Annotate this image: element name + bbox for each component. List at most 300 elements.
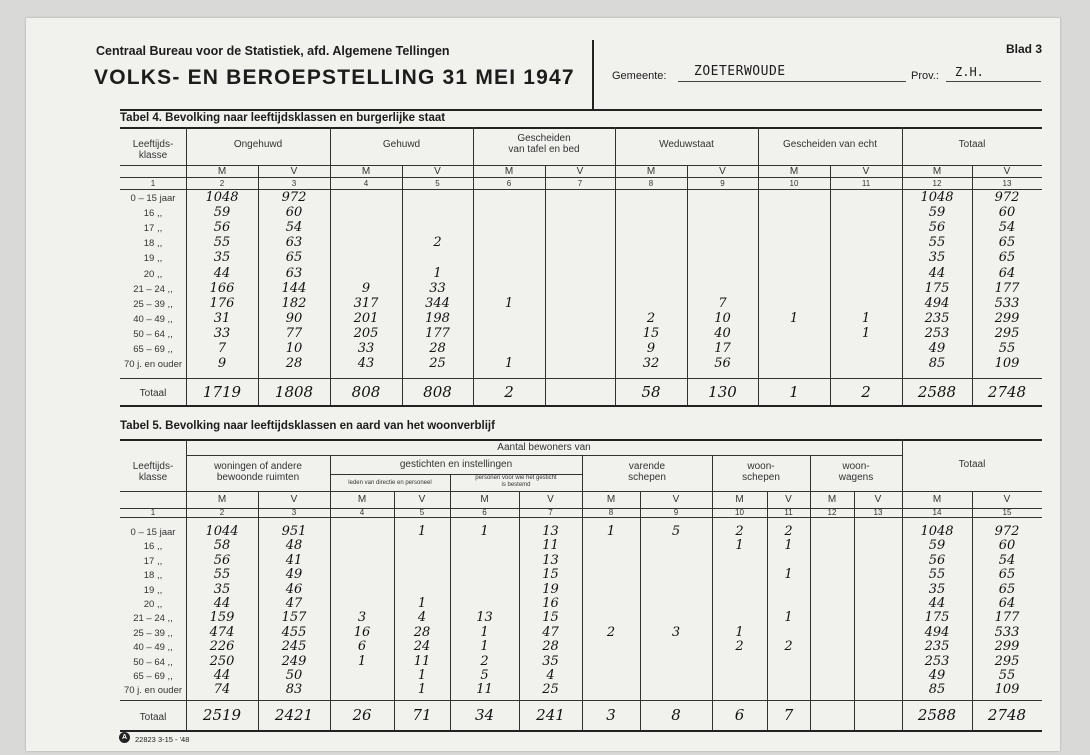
t4-cell: 90	[285, 310, 303, 326]
t4-col-number: 8	[648, 179, 654, 188]
t4-cell: 31	[213, 310, 231, 326]
t4-cell: 201	[353, 310, 379, 326]
t5-aantal-header: Aantal bewoners van	[497, 442, 591, 453]
t5-total-cell: 26	[352, 706, 372, 724]
t5-cell: 159	[209, 610, 235, 626]
printer-logo: A	[119, 732, 130, 743]
t4-sub-header: M	[932, 166, 942, 177]
t4-cell: 533	[994, 295, 1020, 311]
gemeente-value: ZOETERWOUDE	[694, 64, 786, 79]
t5-bottom-rule	[120, 730, 1042, 732]
t4-cell: 1	[504, 295, 514, 311]
t5-cell: 3	[671, 624, 681, 640]
t4-cell: 63	[285, 265, 303, 281]
t4-cell: 54	[285, 220, 303, 236]
t4-col-number: 1	[150, 179, 156, 188]
t5-cell: 56	[213, 552, 231, 568]
t4-cell: 65	[285, 250, 303, 266]
t4-age-label: 17 ,,	[143, 223, 163, 235]
t4-sub-header: V	[434, 166, 441, 177]
t5-cell: 49	[928, 668, 946, 683]
t4-cell: 55	[213, 235, 231, 251]
t4-cell: 55	[998, 341, 1016, 356]
t4-cell: 253	[924, 325, 950, 341]
t5-cell: 47	[285, 596, 303, 611]
t5-cell: 3	[357, 610, 367, 626]
t5-total-cell: 2588	[917, 706, 957, 724]
t4-cell: 65	[998, 250, 1016, 266]
t5-cell: 177	[994, 610, 1020, 626]
t4-col-number: 2	[219, 179, 225, 188]
t5-sub-header: M	[480, 494, 489, 505]
t5-cell: 44	[213, 596, 231, 611]
t5-cell: 16	[542, 596, 559, 611]
t5-cell: 25	[542, 682, 559, 698]
t5-cell: 253	[924, 653, 950, 669]
t4-cell: 35	[928, 250, 946, 266]
t5-col-number: 2	[219, 508, 225, 517]
t5-col-number: 14	[932, 508, 942, 517]
t5-col-number: 3	[291, 508, 297, 517]
t4-cell: 299	[994, 310, 1020, 326]
t4-sub-header: M	[646, 166, 656, 177]
t4-cell: 344	[425, 295, 450, 311]
t4-total-cell: 58	[641, 383, 661, 401]
t5-total-cell: 3	[606, 706, 616, 724]
t4-group-header: Ongehuwd	[233, 139, 283, 150]
t4-cell: 1	[433, 265, 442, 281]
t5-cell: 11	[542, 538, 559, 554]
table5-title: Tabel 5. Bevolking naar leeftijdsklassen en aard van het woonverblijf	[120, 420, 495, 432]
t4-col-divider	[830, 165, 831, 405]
t4-cell: 176	[209, 295, 235, 311]
t4-cell: 77	[285, 325, 303, 341]
t5-col-number: 11	[784, 508, 793, 517]
t4-group-header: Totaal	[958, 139, 986, 150]
t5-sub-header: V	[290, 494, 298, 505]
t5-total-cell: 8	[671, 706, 681, 724]
t5-cell: 2	[606, 624, 616, 640]
t5-gestichten-sub: personen voor wie het gesticht is bestemd	[475, 475, 557, 488]
t5-cell: 1	[735, 538, 744, 554]
t4-col-number: 7	[577, 179, 583, 188]
t5-cell: 74	[213, 682, 231, 698]
t4-cell: 9	[361, 280, 371, 296]
t5-col-number: 10	[735, 508, 744, 517]
t5-cell: 1	[417, 682, 427, 698]
t4-cell: 177	[994, 280, 1020, 296]
t4-cell: 25	[429, 356, 446, 372]
bureau-heading: Centraal Bureau voor de Statistiek, afd. Algemene Tellingen	[96, 44, 450, 58]
t4-sub-header: V	[862, 166, 870, 177]
t4-age-label: 50 – 64 ,,	[133, 328, 173, 340]
t4-age-label: 19 ,,	[143, 253, 163, 265]
t5-col-number: 6	[482, 508, 487, 517]
t5-cell: 85	[928, 682, 946, 698]
t4-cell: 972	[994, 190, 1020, 205]
t5-col-number: 5	[419, 508, 425, 517]
t5-cell: 55	[928, 567, 946, 583]
t4-cell: 59	[928, 205, 946, 221]
t5-cell: 1	[784, 610, 793, 626]
t5-cell: 6	[357, 639, 367, 655]
t4-cell: 494	[924, 295, 950, 311]
t5-cell: 50	[285, 668, 303, 683]
t4-cell: 33	[357, 341, 375, 356]
t5-col-number: 4	[359, 508, 365, 517]
t4-cell: 1048	[205, 190, 239, 205]
t5-cell: 35	[542, 653, 559, 669]
t5-cell: 295	[994, 653, 1020, 669]
t4-cell: 182	[281, 295, 307, 311]
t5-cell: 64	[998, 596, 1016, 611]
print-code: 22823 3-15 - '48	[135, 735, 190, 744]
t5-cell: 65	[998, 567, 1016, 583]
t4-col-number: 10	[789, 179, 799, 188]
t4-total-cell: 2748	[987, 383, 1027, 401]
t5-cell: 15	[542, 610, 559, 626]
t4-cell: 43	[357, 356, 375, 372]
t5-cell: 44	[928, 596, 946, 611]
t4-cell: 972	[281, 190, 307, 205]
t4-cell: 28	[429, 341, 446, 356]
t4-total-cell: 1719	[202, 383, 242, 401]
t4-group-header: Gescheiden van tafel en bed	[508, 133, 580, 155]
t5-col-number: 8	[608, 508, 614, 517]
t5-sub-header: V	[672, 494, 680, 505]
t4-cell: 109	[994, 356, 1020, 372]
t5-cell: 54	[998, 552, 1016, 568]
t5-sub-header: V	[418, 494, 426, 505]
t4-cell: 33	[213, 325, 231, 341]
t4-cell: 56	[928, 220, 946, 236]
t4-group-header: Gescheiden van echt	[783, 139, 877, 150]
t5-age-label: 17 ,,	[143, 555, 163, 567]
t4-sub-header: V	[719, 166, 726, 177]
t5-cell: 55	[213, 567, 231, 583]
t4-age-label: 25 – 39 ,,	[133, 298, 173, 310]
t4-age-label: 16 ,,	[143, 208, 163, 220]
t5-cell: 65	[998, 581, 1016, 597]
t5-cell: 109	[994, 682, 1020, 698]
t4-cell: 10	[714, 310, 731, 326]
t5-group-header: varende schepen	[628, 461, 666, 483]
t5-cell: 15	[542, 567, 559, 583]
t5-cell: 1	[417, 668, 427, 683]
t4-cell: 175	[924, 280, 950, 296]
t4-total-cell: 808	[351, 383, 381, 401]
t5-cell: 4	[546, 668, 555, 683]
t4-age-label: 20 ,,	[143, 268, 163, 280]
t5-col-number: 13	[873, 508, 883, 517]
t5-sub-header: V	[785, 494, 792, 505]
t4-cell: 295	[994, 325, 1020, 341]
t5-group-header: woningen of andere bewoonde ruimten	[214, 461, 302, 483]
t5-col-number: 1	[150, 508, 156, 517]
t4-cell: 1	[789, 310, 799, 326]
province-label: Prov.:	[911, 70, 939, 82]
t5-cell: 2	[735, 639, 744, 655]
t5-age-header: Leeftijds- klasse	[132, 461, 174, 483]
t5-cell: 533	[994, 624, 1020, 640]
t5-cell: 41	[285, 552, 303, 568]
t4-col-divider	[545, 165, 546, 405]
t5-total-cell: 241	[536, 706, 565, 724]
t5-cell: 455	[281, 624, 307, 640]
t5-cell: 19	[542, 581, 559, 597]
t5-sub-header: M	[932, 494, 942, 505]
t5-age-label: 50 – 64 ,,	[133, 656, 173, 668]
gemeente-line	[678, 81, 906, 82]
t5-cell: 1048	[920, 524, 954, 539]
t4-cell: 56	[714, 356, 731, 372]
t4-total-cell: 1808	[274, 383, 314, 401]
t5-cell: 2	[480, 653, 489, 669]
t4-cell: 9	[646, 341, 656, 356]
t4-col-number: 3	[291, 179, 297, 188]
t5-cell: 157	[281, 610, 307, 626]
t5-cell: 5	[671, 524, 681, 539]
t5-cell: 2	[735, 524, 744, 539]
t4-cell: 65	[998, 235, 1016, 251]
t4-sub-header: M	[361, 166, 371, 177]
t5-total-cell: 34	[474, 706, 495, 724]
t4-cell: 1048	[920, 190, 954, 205]
t4-cell: 177	[425, 325, 450, 341]
t5-cell: 47	[542, 624, 559, 640]
t5-age-label: 70 j. en ouder	[123, 685, 183, 697]
t4-col-number: 12	[932, 179, 942, 188]
t5-total-cell: 2748	[987, 706, 1027, 724]
t5-cell: 250	[209, 653, 235, 669]
t5-cell: 1	[480, 524, 489, 539]
t5-cell: 11	[476, 682, 493, 698]
t5-cell: 1	[417, 596, 427, 611]
t4-cell: 1	[861, 310, 871, 326]
table4-title: Tabel 4. Bevolking naar leeftijdsklassen en burgerlijke staat	[120, 112, 446, 124]
t5-cell: 1	[417, 524, 427, 539]
t4-cell: 9	[217, 356, 227, 372]
t4-cell: 198	[425, 310, 450, 326]
t5-cell: 83	[285, 682, 303, 698]
t4-cell: 2	[646, 310, 656, 326]
t4-cell: 1	[504, 356, 514, 372]
t5-cell: 1	[480, 639, 489, 655]
t4-col-number: 4	[363, 179, 369, 188]
t5-col-number: 9	[673, 508, 679, 517]
t5-cell: 494	[924, 624, 950, 640]
t4-cell: 166	[209, 280, 235, 296]
t5-age-label: 40 – 49 ,,	[133, 642, 173, 654]
sheet-number: Blad 3	[1005, 42, 1042, 56]
t4-total-cell: 1	[789, 383, 799, 401]
t5-cell: 35	[928, 581, 946, 597]
t4-age-label: 21 – 24 ,,	[133, 283, 173, 295]
t4-cell: 15	[642, 325, 660, 341]
t4-total-cell: 130	[708, 383, 737, 401]
t5-cell: 28	[542, 639, 559, 655]
t5-cell: 1044	[205, 524, 239, 539]
t4-sub-header: V	[290, 166, 298, 177]
t4-sub-header: V	[576, 166, 584, 177]
t5-sub-header: V	[874, 494, 882, 505]
t5-sub-header: M	[735, 494, 744, 505]
t5-sub-header: M	[217, 494, 227, 505]
t4-group-header: Weduwstaat	[659, 139, 714, 150]
t4-sub-header: M	[217, 166, 227, 177]
t5-total-label: Totaal	[139, 712, 167, 723]
t5-cell: 951	[281, 524, 307, 539]
t5-col-divider	[854, 491, 855, 730]
t4-cell: 44	[928, 265, 946, 281]
t4-cell: 54	[998, 220, 1016, 236]
t5-cell: 24	[413, 639, 431, 655]
t5-cell: 46	[285, 581, 303, 597]
t5-cell: 972	[994, 524, 1020, 539]
t5-age-label: 16 ,,	[143, 541, 163, 553]
t5-cell: 1	[784, 567, 793, 583]
t4-age-label: 65 – 69 ,,	[133, 344, 173, 355]
t5-group-header: gestichten en instellingen	[399, 459, 513, 470]
t4-col-number: 6	[506, 179, 512, 188]
t5-cell: 16	[353, 624, 371, 640]
form-title: VOLKS- EN BEROEPSTELLING 31 MEI 1947	[94, 66, 575, 89]
t4-total-cell: 2	[504, 383, 514, 401]
t4-col-number: 9	[720, 179, 725, 188]
t4-cell: 144	[281, 280, 307, 296]
t4-cell: 235	[924, 310, 950, 326]
t5-cell: 175	[924, 610, 950, 626]
t5-cell: 245	[281, 639, 307, 655]
t5-age-label: 19 ,,	[143, 584, 163, 596]
t5-cell: 4	[417, 610, 427, 626]
t5-cell: 44	[213, 668, 231, 683]
t5-top-rule	[120, 439, 1042, 441]
t5-cell: 13	[476, 610, 493, 626]
t5-cell: 28	[413, 624, 431, 640]
t4-total-label: Totaal	[139, 388, 167, 399]
t5-sub-header: V	[547, 494, 554, 505]
t4-cell: 60	[285, 205, 303, 221]
t5-cell: 474	[209, 624, 235, 640]
t4-cell: 63	[285, 235, 303, 251]
t4-total-cell: 2	[861, 383, 871, 401]
t5-cell: 2	[784, 524, 793, 539]
t5-age-label: 0 – 15 jaar	[130, 527, 176, 538]
t4-cell: 60	[998, 205, 1016, 221]
t4-age-label: 0 – 15 jaar	[130, 193, 176, 204]
t5-cell: 13	[542, 552, 559, 568]
t4-col-number: 11	[861, 179, 871, 188]
t5-cell: 1	[480, 624, 489, 640]
t4-col-number: 13	[1002, 179, 1012, 188]
gemeente-label: Gemeente:	[612, 70, 667, 82]
t4-cell: 33	[429, 280, 446, 296]
t5-total-cell: 71	[412, 706, 432, 724]
t4-cell: 32	[642, 356, 660, 372]
t4-age-header: Leeftijds- klasse	[132, 139, 174, 161]
t4-cell: 7	[718, 295, 727, 311]
t4-cell: 10	[285, 341, 303, 356]
t5-col-number: 12	[827, 508, 837, 517]
t5-cell: 1	[784, 538, 793, 554]
t4-cell: 17	[714, 341, 731, 356]
t4-col-number: 5	[435, 179, 440, 188]
t5-age-label: 20 ,,	[143, 599, 163, 610]
t4-cell: 317	[353, 295, 379, 311]
t5-col-number: 15	[1002, 508, 1012, 517]
t4-age-label: 18 ,,	[143, 238, 163, 250]
t5-total-cell: 7	[783, 706, 794, 724]
t4-sub-header: V	[1003, 166, 1011, 177]
province-line	[946, 81, 1041, 82]
t5-cell: 226	[209, 639, 235, 655]
t4-total-cell: 808	[423, 383, 452, 401]
t4-cell: 49	[928, 341, 946, 356]
province-value: Z.H.	[955, 65, 984, 79]
t4-cell: 205	[353, 325, 379, 341]
t4-cell: 44	[213, 265, 231, 281]
t4-sub-header: M	[789, 166, 799, 177]
t4-cell: 59	[213, 205, 231, 221]
header-divider	[592, 40, 594, 110]
t5-aantal-rule	[186, 455, 902, 456]
t4-cell: 28	[285, 356, 303, 372]
t5-sub-header: M	[606, 494, 616, 505]
t5-group-header: woon- schepen	[742, 461, 780, 483]
t4-group-header: Gehuwd	[382, 139, 421, 150]
t5-cell: 1	[606, 524, 616, 539]
t5-cell: 48	[285, 538, 303, 554]
t4-cell: 35	[213, 250, 231, 266]
t5-cell: 35	[213, 581, 231, 597]
t5-cell: 1	[357, 653, 367, 669]
t5-cell: 235	[924, 639, 950, 655]
t5-cell: 58	[213, 538, 231, 554]
t5-cell: 59	[928, 538, 946, 554]
t4-top-rule	[120, 127, 1042, 129]
t4-cell: 56	[213, 220, 231, 236]
t5-total-cell: 2421	[274, 706, 314, 724]
t5-col-number: 7	[548, 508, 553, 517]
t4-cell: 55	[928, 235, 946, 251]
t5-cell: 60	[998, 538, 1016, 554]
t5-age-label: 18 ,,	[143, 570, 163, 582]
t4-cell: 64	[998, 265, 1016, 281]
t5-group-header: woon- wagens	[838, 461, 874, 483]
t5-cell: 5	[480, 668, 489, 683]
t4-cell: 2	[433, 235, 442, 251]
t4-age-label: 70 j. en ouder	[123, 359, 183, 371]
t5-gestichten-sub: leden van directie en personeel	[348, 480, 432, 486]
t5-cell: 249	[281, 653, 307, 669]
t5-sub-header: M	[357, 494, 367, 505]
t5-cell: 2	[784, 639, 793, 655]
t5-cell: 13	[542, 524, 559, 539]
header-rule	[120, 109, 1042, 111]
t4-cell: 7	[217, 341, 227, 356]
t4-bottom-rule	[120, 405, 1042, 407]
t5-cell: 1	[735, 624, 744, 640]
t5-cell: 49	[285, 567, 303, 583]
t4-total-cell: 2588	[917, 383, 957, 401]
t5-total-cell: 2519	[202, 706, 242, 724]
t4-sub-header: M	[504, 166, 514, 177]
t5-group-header: Totaal	[958, 459, 986, 470]
t5-age-label: 25 – 39 ,,	[133, 627, 173, 639]
t5-cell: 11	[413, 653, 431, 669]
t5-age-label: 21 – 24 ,,	[133, 613, 173, 625]
